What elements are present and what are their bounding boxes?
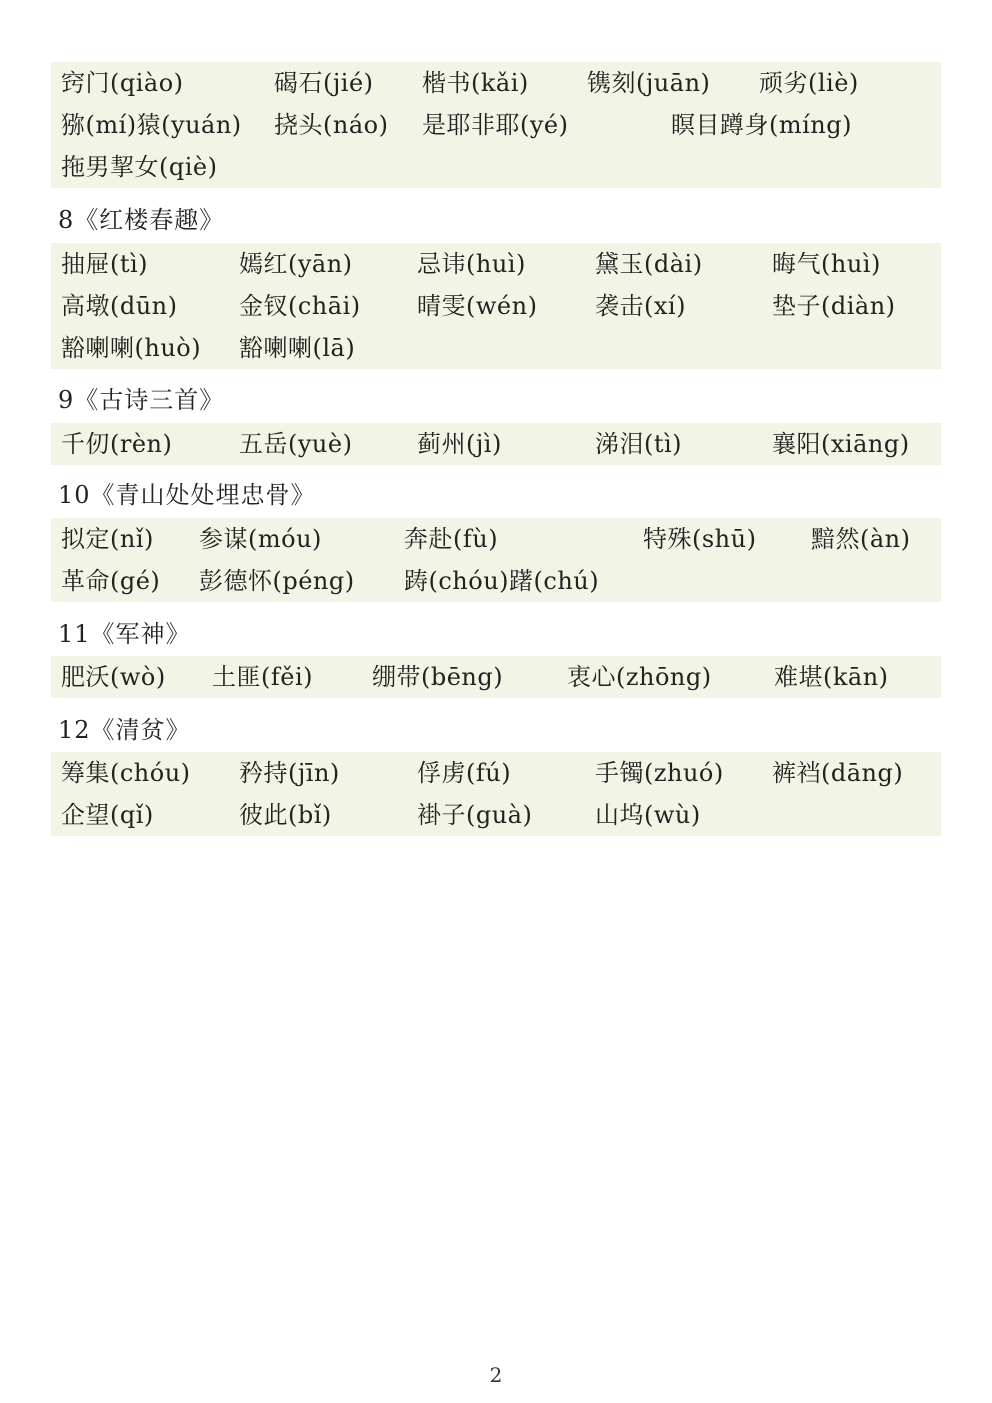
- vocab-entry: 企望(qǐ): [61, 801, 154, 829]
- vocab-row: [51, 243, 941, 285]
- vocab-entry: 踌(chóu)躇(chú): [404, 567, 600, 595]
- vocab-entry: 顽劣(liè): [759, 69, 859, 97]
- vocab-block: [51, 62, 941, 188]
- vocab-row: [51, 104, 941, 146]
- vocab-block: [51, 423, 941, 465]
- vocab-entry: 山坞(wù): [595, 801, 701, 829]
- vocab-row: [51, 423, 941, 465]
- vocab-entry: 革命(gé): [61, 567, 161, 595]
- vocab-entry: 豁喇喇(huò): [61, 334, 202, 362]
- vocab-entry: 衷心(zhōng): [567, 663, 712, 691]
- vocab-entry: 黯然(àn): [811, 525, 911, 553]
- vocab-entry: 晴雯(wén): [417, 292, 538, 320]
- vocab-entry: 高墩(dūn): [61, 292, 178, 320]
- vocab-entry: 涕泪(tì): [595, 430, 683, 458]
- vocab-row: [51, 285, 941, 327]
- vocab-block: [51, 518, 941, 602]
- vocab-entry: 抽屉(tì): [61, 250, 149, 278]
- vocab-entry: 拟定(nǐ): [61, 525, 154, 553]
- vocab-entry: 褂子(guà): [417, 801, 533, 829]
- vocab-entry: 猕(mí)猿(yuán): [61, 111, 242, 139]
- vocab-row: [51, 752, 941, 794]
- vocab-entry: 襄阳(xiāng): [772, 430, 910, 458]
- vocab-entry: 金钗(chāi): [239, 292, 361, 320]
- vocab-block: [51, 243, 941, 369]
- vocab-row: [51, 146, 941, 188]
- vocab-entry: 拖男挈女(qiè): [61, 153, 218, 181]
- vocab-entry: 手镯(zhuó): [595, 759, 724, 787]
- section-title: 9《古诗三首》: [58, 386, 225, 414]
- vocab-entry: 土匪(fěi): [212, 663, 313, 691]
- vocab-entry: 矜持(jīn): [239, 759, 340, 787]
- page-number: 2: [489, 1363, 503, 1387]
- vocab-entry: 豁喇喇(lā): [239, 334, 356, 362]
- vocab-entry: 嫣红(yān): [239, 250, 353, 278]
- section-title: 8《红楼春趣》: [58, 206, 225, 234]
- vocab-entry: 奔赴(fù): [404, 525, 499, 553]
- vocab-entry: 彼此(bǐ): [239, 801, 332, 829]
- vocab-block: [51, 752, 941, 836]
- vocab-entry: 晦气(huì): [772, 250, 881, 278]
- vocab-row: [51, 560, 941, 602]
- vocab-entry: 楷书(kǎi): [422, 69, 529, 97]
- vocab-entry: 千仞(rèn): [61, 430, 173, 458]
- vocab-entry: 裤裆(dāng): [772, 759, 904, 787]
- vocab-entry: 瞑目蹲身(míng): [671, 111, 852, 139]
- section-title: 10《青山处处埋忠骨》: [58, 481, 316, 509]
- vocab-row: [51, 794, 941, 836]
- section-title: 11《军神》: [58, 620, 191, 648]
- vocab-entry: 窍门(qiào): [61, 69, 184, 97]
- vocab-entry: 镌刻(juān): [587, 69, 711, 97]
- vocab-entry: 俘虏(fú): [417, 759, 512, 787]
- vocab-entry: 挠头(náo): [274, 111, 389, 139]
- vocab-entry: 袭击(xí): [595, 292, 686, 320]
- vocab-entry: 五岳(yuè): [239, 430, 353, 458]
- vocab-row: [51, 327, 941, 369]
- vocab-entry: 难堪(kān): [774, 663, 889, 691]
- vocab-block: [51, 656, 941, 698]
- vocab-entry: 黛玉(dài): [595, 250, 703, 278]
- vocab-entry: 参谋(móu): [199, 525, 322, 553]
- vocab-entry: 特殊(shū): [643, 525, 757, 553]
- vocab-entry: 肥沃(wò): [61, 663, 166, 691]
- vocab-entry: 是耶非耶(yé): [422, 111, 569, 139]
- section-title: 12《清贫》: [58, 716, 191, 744]
- vocab-row: [51, 518, 941, 560]
- vocab-entry: 筹集(chóu): [61, 759, 191, 787]
- vocab-row: [51, 62, 941, 104]
- vocab-row: [51, 656, 941, 698]
- vocab-entry: 彭德怀(péng): [199, 567, 355, 595]
- vocab-entry: 蓟州(jì): [417, 430, 502, 458]
- vocab-entry: 碣石(jié): [274, 69, 374, 97]
- vocab-entry: 忌讳(huì): [417, 250, 526, 278]
- vocab-entry: 垫子(diàn): [772, 292, 896, 320]
- vocab-entry: 绷带(bēng): [372, 663, 504, 691]
